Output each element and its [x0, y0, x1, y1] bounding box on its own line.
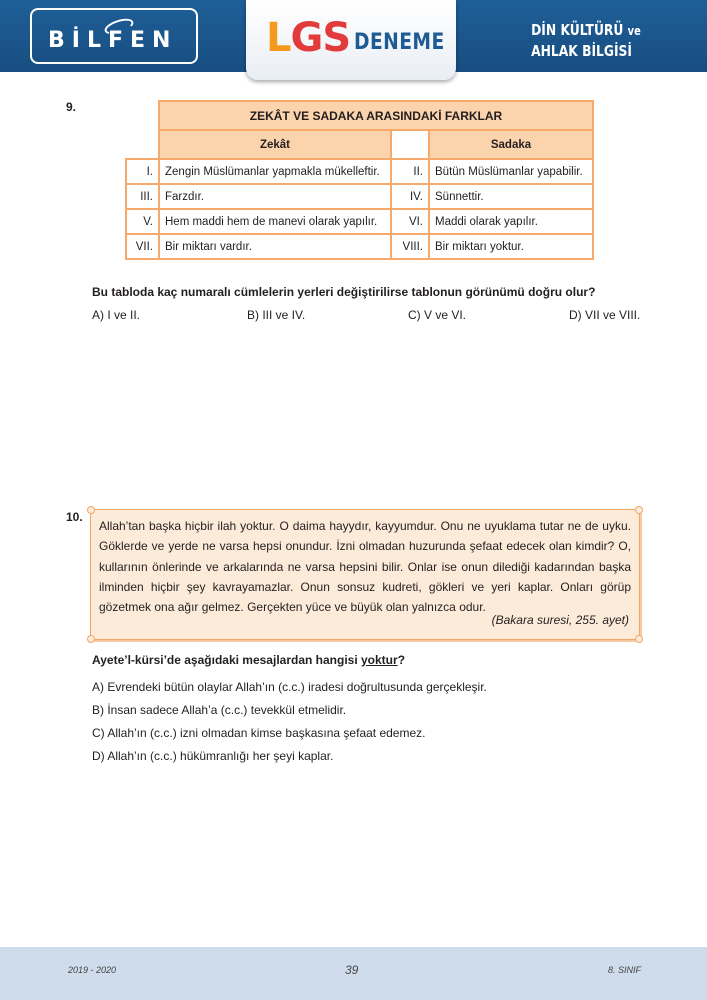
- question-10-option-a[interactable]: A) Evrendeki bütün olaylar Allah’ın (c.c.) iradesi doğrultusunda gerçekleşir.: [92, 680, 487, 694]
- stem-end: ?: [397, 653, 406, 667]
- footer-year: 2019 - 2020: [68, 965, 117, 975]
- page-number: 39: [345, 963, 359, 977]
- lgs-deneme-badge: [246, 0, 456, 80]
- row-number: I.: [126, 159, 159, 184]
- zekat-cell: Bir miktarı vardır.: [159, 234, 391, 259]
- subject-title: [531, 20, 641, 61]
- question-10-option-b[interactable]: B) İnsan sadece Allah’a (c.c.) tevekkül etmelidir.: [92, 703, 347, 717]
- corner-ornament-icon: [87, 506, 95, 514]
- row-number: VII.: [126, 234, 159, 259]
- passage-text: Allah’tan başka hiçbir ilah yoktur. O daima hayydır, kayyumdur. Onu ne uyuklama tutar ne de uyku. Göklerde ve yerde ne varsa hepsi onundur. İzni olmadan huzurunda şefaat edecek olan kimdir? O, kullarının önlerinde ve arkalarında ne varsa hepsini bilir. Onlar ise onun dilediği kadarından başka ilminden hiçbir şey kavrayamazlar. Onun sonsuz kudreti, gökleri ve yeri kaplar. Onları görüp gözetmek ona ağır gelmez. Gerçekten yüce ve büyük olan yalnızca odur.: [99, 519, 631, 615]
- table-row: [126, 184, 593, 209]
- subject-ve: ve: [627, 24, 641, 38]
- logo-text: BİLFEN: [48, 28, 178, 53]
- zekat-sadaka-table: [125, 100, 594, 260]
- lgs-letter-g: G: [290, 15, 323, 61]
- zekat-cell: Zengin Müslümanlar yapmakla mükelleftir.: [159, 159, 391, 184]
- column-header-zekat: Zekât: [159, 130, 391, 159]
- stem-text: Ayete’l-kürsi’de aşağıdaki mesajlardan hangisi: [92, 653, 361, 667]
- corner-ornament-icon: [635, 506, 643, 514]
- row-number: VIII.: [391, 234, 429, 259]
- deneme-label: DENEME: [354, 30, 445, 55]
- question-10-number: 10.: [66, 510, 83, 524]
- bilfen-logo: [30, 8, 198, 64]
- row-number: VI.: [391, 209, 429, 234]
- question-10-option-c[interactable]: C) Allah’ın (c.c.) izni olmadan kimse başkasına şefaat edemez.: [92, 726, 426, 740]
- sadaka-cell: Bir miktarı yoktur.: [429, 234, 593, 259]
- subject-line2: AHLAK BİLGİSİ: [531, 42, 633, 60]
- row-number: IV.: [391, 184, 429, 209]
- zekat-cell: Hem maddi hem de manevi olarak yapılır.: [159, 209, 391, 234]
- question-9-option-b[interactable]: B) III ve IV.: [247, 308, 306, 322]
- question-9-option-d[interactable]: D) VII ve VIII.: [569, 308, 641, 322]
- question-9-option-a[interactable]: A) I ve II.: [92, 308, 141, 322]
- question-9-option-c[interactable]: C) V ve VI.: [408, 308, 467, 322]
- corner-ornament-icon: [87, 635, 95, 643]
- footer-grade: 8. SINIF: [607, 965, 641, 975]
- table-row: [126, 234, 593, 259]
- lgs-logo: [266, 14, 350, 62]
- stem-emphasis: yoktur: [361, 653, 398, 667]
- subject-line1: DİN KÜLTÜRÜ: [531, 21, 624, 39]
- sadaka-cell: Maddi olarak yapılır.: [429, 209, 593, 234]
- column-header-gap: [391, 130, 429, 159]
- question-9-number: 9.: [66, 100, 77, 114]
- row-number: III.: [126, 184, 159, 209]
- header-bar: [0, 0, 707, 72]
- ayetel-kursi-passage-box: [90, 509, 640, 640]
- question-9-stem: Bu tabloda kaç numaralı cümlelerin yerleri değiştirilirse tablonun görünümü doğru olur?: [92, 285, 596, 299]
- footer-bar: [0, 947, 707, 1000]
- table-row: [126, 209, 593, 234]
- table-blank-cell: [126, 101, 159, 130]
- sadaka-cell: Sünnettir.: [429, 184, 593, 209]
- column-header-sadaka: Sadaka: [429, 130, 593, 159]
- table-row: [126, 159, 593, 184]
- lgs-letter-l: L: [266, 15, 291, 61]
- row-number: II.: [391, 159, 429, 184]
- row-number: V.: [126, 209, 159, 234]
- question-10-option-d[interactable]: D) Allah’ın (c.c.) hükümranlığı her şeyi kaplar.: [92, 749, 334, 763]
- table-title: ZEKÂT VE SADAKA ARASINDAKİ FARKLAR: [159, 101, 593, 130]
- passage-citation: (Bakara suresi, 255. ayet): [491, 613, 629, 627]
- lgs-letter-s: S: [322, 15, 351, 61]
- sadaka-cell: Bütün Müslümanlar yapabilir.: [429, 159, 593, 184]
- table-blank-cell: [126, 130, 159, 159]
- question-10-stem: [92, 653, 405, 667]
- corner-ornament-icon: [635, 635, 643, 643]
- zekat-cell: Farzdır.: [159, 184, 391, 209]
